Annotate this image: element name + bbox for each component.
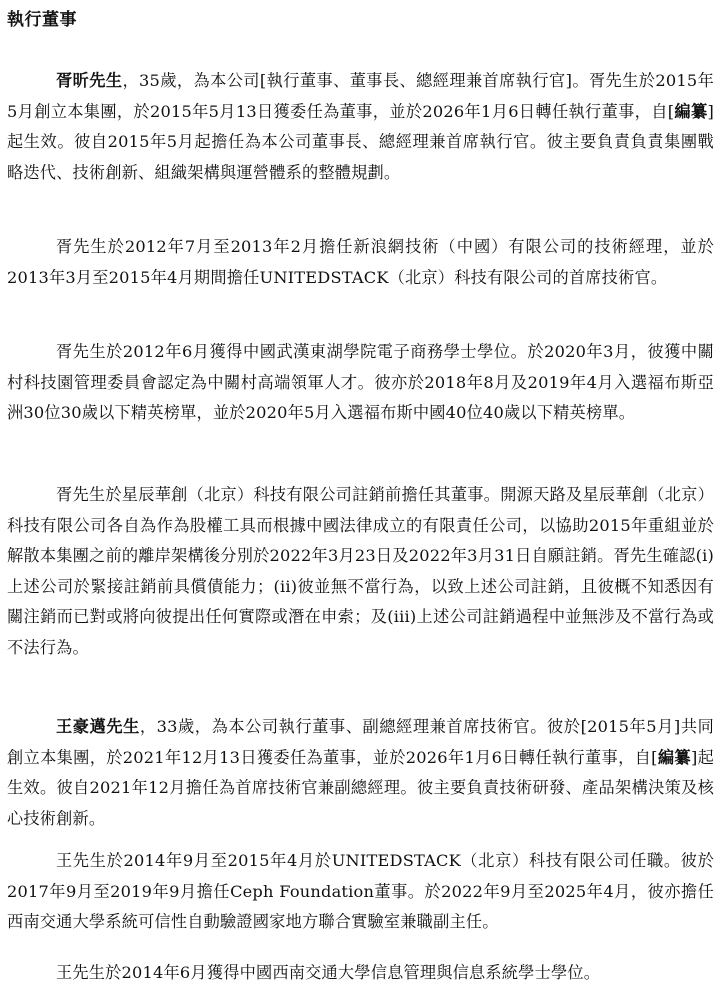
paragraph-text: ]起生效。彼自2015年5月起擔任為本公司董事長、總經理兼首席執行官。彼主要負責負責集團戰略迭代、技術創新、組織架構與運營體系的整體規劃。: [7, 101, 714, 182]
paragraph-xu-xin-education: 胥先生於2012年6月獲得中國武漢東湖學院電子商務學士學位。於2020年3月，彼獲中關村科技園管理委員會認定為中關村高端領軍人才。彼亦於2018年8月及2019年4月入選福布斯亞洲30位30歲以下精英榜單，並於2020年5月入選福布斯中國40位40歲以下精英榜單。: [7, 342, 714, 422]
redacted-marker: 編纂: [674, 101, 708, 121]
paragraph-xu-xin-deregistration: 胥先生於星辰華創（北京）科技有限公司註銷前擔任其董事。開源天路及星辰華創（北京）科技有限公司各自為作為股權工具而根據中國法律成立的有限責任公司，以協助2015年重組並於解散本集團之前的離岸架構後分別於2022年3月23日及2022年3月31日自願註銷。胥先生確認(i)上述公司於緊接註銷前具償債能力；(ii)彼並無不當行為，以致上述公司註銷，且彼概不知悉因有關注銷而已對或將向彼提出任何實際或潛在申索；及(iii)上述公司註銷過程中並無涉及不當行為或不法行為。: [7, 485, 714, 657]
paragraph-wang-haomai-profile: [7, 712, 714, 834]
paragraph-xu-xin-career: 胥先生於2012年7月至2013年2月擔任新浪網技術（中國）有限公司的技術經理，並於2013年3月至2015年4月期間擔任UNITEDSTACK（北京）科技有限公司的首席技術官。: [7, 237, 714, 287]
paragraph-wang-haomai-education: 王先生於2014年6月獲得中國西南交通大學信息管理與信息系統學士學位。: [56, 963, 601, 982]
paragraph-text: ，33歲，為本公司執行董事、副總經理兼首席技術官。彼於[2015年5月]共同創立本集團，於2021年12月13日獲委任為董事，並於2026年1月6日轉任執行董事，自[: [7, 717, 714, 767]
paragraph-xu-xin-profile: [7, 66, 714, 188]
paragraph-text: ，35歲，為本公司[執行董事、董事長、總經理兼首席執行官]。胥先生於2015年5月創立本集團，於2015年5月13日獲委任為董事，並於2026年1月6日轉任執行董事，自[: [7, 71, 714, 121]
paragraph-wang-haomai-career: 王先生於2014年9月至2015年4月於UNITEDSTACK（北京）科技有限公司任職。彼於2017年9月至2019年9月擔任Ceph Foundation董事。於2022年9月至2025年4月，彼亦擔任西南交通大學系統可信性自動驗證國家地方聯合實驗室兼職副主任。: [7, 851, 714, 931]
redacted-marker: 編纂: [657, 747, 691, 767]
section-title: 執行董事: [7, 10, 77, 30]
director-name-xu-xin: 胥昕先生: [56, 71, 123, 90]
director-name-wang-haomai: 王豪邁先生: [56, 717, 140, 736]
paragraph-text: ]起生效。彼自2021年12月擔任為首席技術官兼副總經理。彼主要負責技術研發、產品架構決策及核心技術創新。: [7, 747, 715, 828]
